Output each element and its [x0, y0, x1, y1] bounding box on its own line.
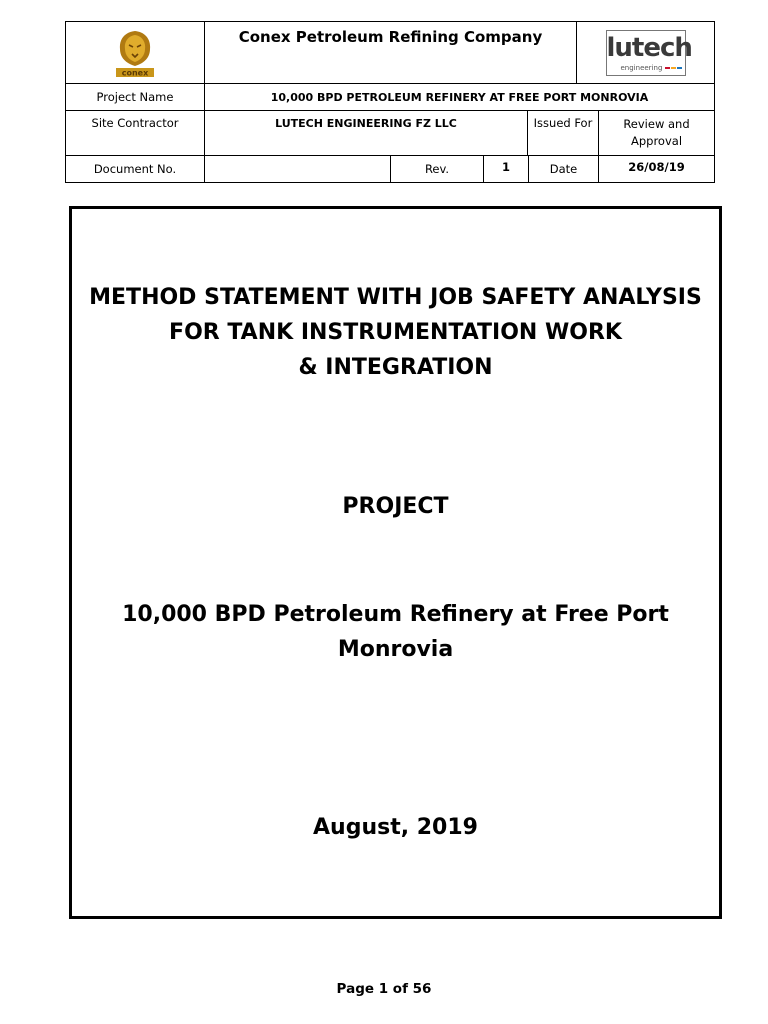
issued-for-value — [599, 111, 714, 155]
document-title — [72, 280, 719, 385]
title-line-2: FOR TANK INSTRUMENTATION WORK — [169, 320, 622, 345]
date-label: Date — [549, 161, 578, 176]
svg-text:conex: conex — [121, 68, 149, 77]
site-contractor-value: LUTECH ENGINEERING FZ LLC — [275, 116, 457, 130]
cover-box — [69, 206, 722, 919]
page-number: Page 1 of 56 — [336, 981, 432, 997]
project-name-label: Project Name — [96, 89, 174, 104]
title-line-1: METHOD STATEMENT WITH JOB SAFETY ANALYSIS — [89, 285, 702, 310]
document-header-table — [65, 21, 715, 183]
rev-value: 1 — [501, 159, 510, 174]
issue-date: August, 2019 — [313, 815, 478, 840]
project-full-name — [72, 597, 719, 667]
issued-for-value-line1: Review and — [623, 117, 690, 131]
project-name-line-1: 10,000 BPD Petroleum Refinery at Free Port — [122, 602, 669, 627]
conex-logo — [66, 22, 204, 83]
company-name: Conex Petroleum Refining Company — [238, 27, 543, 46]
title-line-3: & INTEGRATION — [298, 355, 493, 380]
lutech-logo-subtext: engineering — [620, 63, 663, 72]
lion-logo-icon — [113, 28, 157, 78]
lutech-logo-text: lutech — [606, 32, 692, 63]
rev-label: Rev. — [424, 161, 450, 176]
project-heading: PROJECT — [342, 494, 449, 519]
document-no-label: Document No. — [93, 161, 177, 176]
document-no-value — [205, 156, 390, 182]
project-name-value: 10,000 BPD PETROLEUM REFINERY AT FREE PORT MONROVIA — [270, 90, 649, 104]
issued-for-label: Issued For — [533, 115, 593, 130]
site-contractor-label: Site Contractor — [91, 115, 179, 130]
lutech-logo — [577, 22, 714, 83]
issued-for-value-line2: Approval — [630, 134, 683, 148]
project-name-line-2: Monrovia — [337, 637, 454, 662]
date-value: 26/08/19 — [628, 159, 685, 174]
